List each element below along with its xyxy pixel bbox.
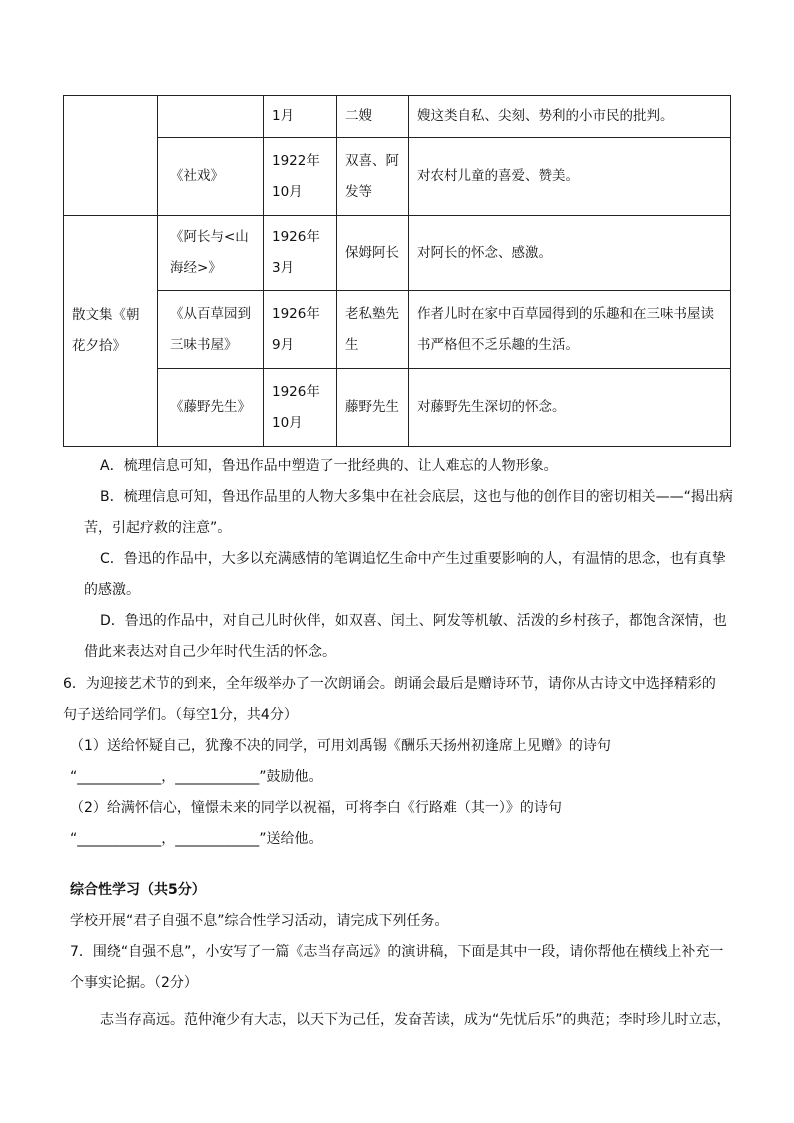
date-cell: 1926年10月: [264, 369, 337, 447]
question-6-part-2: （2）给满怀信心，憧憬未来的同学以祝福，可将李白《行路难（其一）》的诗句: [70, 800, 562, 816]
theme-cell: 对农村儿童的喜爱、赞美。: [409, 138, 731, 216]
character-cell: 老私塾先生: [337, 291, 409, 369]
option-b-continued: 苦，引起疗救的注意”。: [84, 520, 232, 536]
lu-xun-works-table: [63, 95, 731, 447]
option-c-continued: 的感激。: [84, 582, 140, 598]
date-cell: 1926年9月: [264, 291, 337, 369]
option-d-continued: 借此来表达对自己少年时代生活的怀念。: [84, 644, 336, 660]
speech-excerpt: 志当存高远。范仲淹少有大志，以天下为己任，发奋苦读，成为“先忧后乐”的典范；李时珍儿时立志，: [100, 1012, 731, 1028]
character-cell: 藤野先生: [337, 369, 409, 447]
answer-blank-1: “____________，____________”鼓励他。: [70, 769, 323, 785]
question-7: 7．围绕“自强不息”，小安写了一篇《志当存高远》的演讲稿，下面是其中一段，请你帮他在横线上补充一: [70, 944, 724, 960]
character-cell: 二嫂: [337, 96, 409, 138]
work-title-cell: 《社戏》: [158, 138, 264, 216]
table-row: [64, 138, 731, 216]
category-cell-empty: [64, 96, 158, 216]
question-6-continued: 句子送给同学们。（每空1分，共4分）: [63, 707, 298, 723]
work-title-cell: [158, 96, 264, 138]
theme-cell: 作者儿时在家中百草园得到的乐趣和在三味书屋读书严格但不乏乐趣的生活。: [409, 291, 731, 369]
theme-cell: 对藤野先生深切的怀念。: [409, 369, 731, 447]
work-title-cell: 《藤野先生》: [158, 369, 264, 447]
option-c: C．鲁迅的作品中，大多以充满感情的笔调追忆生命中产生过重要影响的人，有温情的思念，也有真挚: [100, 551, 726, 567]
character-cell: 保姆阿长: [337, 216, 409, 291]
date-cell: 1926年3月: [264, 216, 337, 291]
option-d: D．鲁迅的作品中，对自己儿时伙伴，如双喜、闰土、阿发等机敏、活泼的乡村孩子，都饱含深情，也: [100, 613, 727, 629]
option-b: B．梳理信息可知，鲁迅作品里的人物大多集中在社会底层，这也与他的创作目的密切相关——“揭出病: [100, 489, 733, 505]
work-title-cell: 《阿长与<山海经>》: [158, 216, 264, 291]
question-7-continued: 个事实论据。（2分）: [70, 975, 198, 991]
theme-cell: 对阿长的怀念、感激。: [409, 216, 731, 291]
work-title-cell: 《从百草园到三味书屋》: [158, 291, 264, 369]
answer-blank-2: “____________，____________”送给他。: [70, 831, 323, 847]
option-a: A．梳理信息可知，鲁迅作品中塑造了一批经典的、让人难忘的人物形象。: [100, 458, 558, 474]
table-row: [64, 216, 731, 291]
date-cell: 1922年10月: [264, 138, 337, 216]
character-cell: 双喜、阿发等: [337, 138, 409, 216]
question-6-part-1: （1）送给怀疑自己，犹豫不决的同学，可用刘禹锡《酬乐天扬州初逢席上见赠》的诗句: [70, 738, 611, 754]
table-row: [64, 369, 731, 447]
table-row: [64, 291, 731, 369]
table-row: [64, 96, 731, 138]
collection-cell: 散文集《朝花夕拾》: [64, 216, 158, 447]
theme-cell: 嫂这类自私、尖刻、势利的小市民的批判。: [409, 96, 731, 138]
question-6: 6．为迎接艺术节的到来，全年级举办了一次朗诵会。朗诵会最后是赠诗环节，请你从古诗文中选择精彩的: [63, 676, 716, 692]
section-heading: 综合性学习（共5分）: [70, 882, 206, 898]
date-cell: 1月: [264, 96, 337, 138]
activity-intro: 学校开展“君子自强不息”综合性学习活动，请完成下列任务。: [70, 913, 449, 929]
